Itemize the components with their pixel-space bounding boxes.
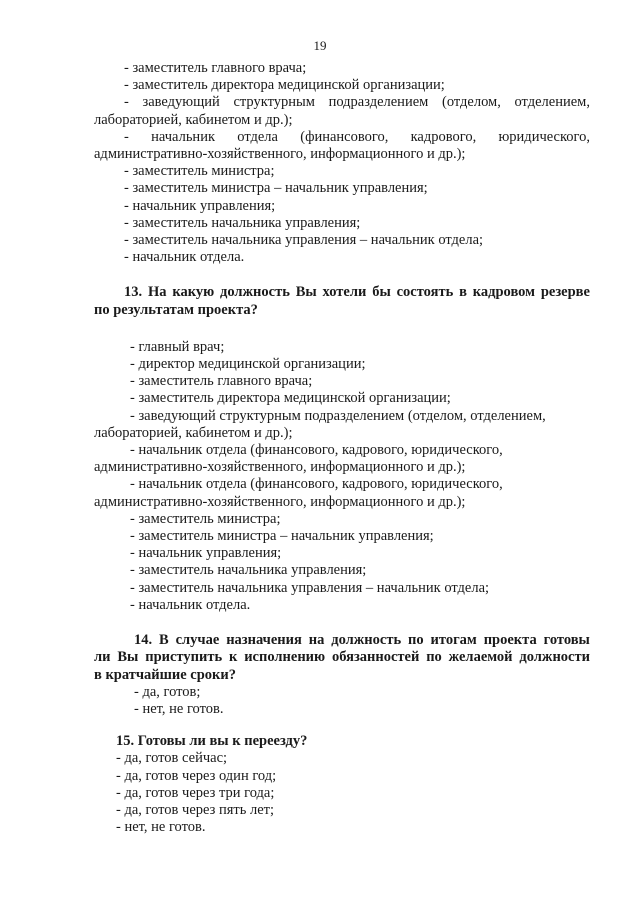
word: должность xyxy=(331,632,402,649)
word: - xyxy=(124,128,129,145)
word: отделением, xyxy=(514,94,590,111)
word: по xyxy=(408,632,424,649)
list-item: - да, готов через три года; xyxy=(116,784,275,801)
question-15 xyxy=(94,733,590,836)
list-item: - начальник управления; xyxy=(124,197,276,214)
word: ли xyxy=(94,649,111,666)
list-item: - заместитель министра – начальник управления; xyxy=(130,528,434,545)
list-item: - да, готов сейчас; xyxy=(116,750,228,767)
list-item: - заместитель директора медицинской организации; xyxy=(124,77,445,94)
list-item: - заместитель начальника управления; xyxy=(124,214,361,231)
list-item: - да, готов через один год; xyxy=(116,767,277,784)
list-item: - начальник отдела (финансового, кадрового, юридического, xyxy=(130,442,503,459)
word: готовы xyxy=(543,632,590,649)
top-list xyxy=(94,60,590,266)
word: (отделом, xyxy=(441,94,501,111)
word: желаемой xyxy=(448,649,513,666)
word: 13. xyxy=(124,284,143,301)
list-item: - заместитель начальника управления – начальник отдела; xyxy=(124,232,484,249)
page-number: 19 xyxy=(313,38,327,53)
word: В xyxy=(159,632,169,649)
word: бы xyxy=(372,284,391,301)
list-item: - директор медицинской организации; xyxy=(130,356,366,373)
word: 14. xyxy=(134,632,153,649)
list-item: - заместитель главного врача; xyxy=(130,373,313,390)
list-item: - начальник отдела. xyxy=(130,596,251,613)
list-item-continuation: административно-хозяйственного, информационного и др.); xyxy=(94,493,466,510)
list-item: - заместитель директора медицинской организации; xyxy=(130,390,451,407)
word: кадровом xyxy=(472,284,536,301)
word: начальник xyxy=(151,128,215,145)
question-14 xyxy=(94,632,590,718)
word: На xyxy=(147,284,167,301)
word: по xyxy=(426,649,442,666)
word: отдела xyxy=(237,128,278,145)
word: структурным xyxy=(233,94,315,111)
list-item: - заместитель министра; xyxy=(124,163,275,180)
question-13 xyxy=(94,284,590,614)
list-item: - нет, не готов. xyxy=(116,819,206,836)
question-14-heading xyxy=(94,632,590,649)
question-13-heading xyxy=(94,284,590,301)
word: к xyxy=(228,649,238,666)
word: кадрового, xyxy=(410,128,477,145)
word: подразделением xyxy=(328,94,429,111)
list-item: - начальник отдела. xyxy=(124,249,245,266)
word: Вы xyxy=(295,284,317,301)
list-item: - заместитель министра; xyxy=(130,510,281,527)
list-item: - заместитель начальника управления – начальник отдела; xyxy=(130,579,490,596)
word: случае xyxy=(175,632,220,649)
word: хотели xyxy=(322,284,367,301)
list-item: - нет, не готов. xyxy=(134,700,224,717)
word: должности xyxy=(519,649,590,666)
list-item: - заместитель начальника управления; xyxy=(130,562,367,579)
list-item: - да, готов через пять лет; xyxy=(116,801,275,818)
word: должность xyxy=(220,284,290,301)
word: Вы xyxy=(117,649,139,666)
word: исполнению xyxy=(244,649,326,666)
list-item: - заместитель главного врача; xyxy=(124,60,307,76)
word: приступить xyxy=(145,649,223,666)
question-13-heading-cont: по результатам проекта? xyxy=(94,301,258,318)
word: какую xyxy=(172,284,215,301)
word: обязанностей xyxy=(331,649,420,666)
list-item: - начальник отдела (финансового, кадрового, юридического, xyxy=(130,476,503,493)
list-item-continuation: лабораторией, кабинетом и др.); xyxy=(94,424,293,441)
list-item: - да, готов; xyxy=(134,683,201,700)
word: в xyxy=(459,284,467,301)
justified-line xyxy=(94,129,590,146)
question-14-heading-cont xyxy=(94,649,590,666)
word: назначения xyxy=(226,632,302,649)
list-item-continuation: лабораторией, кабинетом и др.); xyxy=(94,111,293,128)
word: состоять xyxy=(396,284,454,301)
question-14-heading-cont: в кратчайшие сроки? xyxy=(94,666,237,683)
word: итогам xyxy=(430,632,477,649)
document-body xyxy=(94,60,590,836)
word: резерве xyxy=(540,284,590,301)
list-item: - главный врач; xyxy=(130,338,225,355)
list-item-continuation: административно-хозяйственного, информационного и др.); xyxy=(94,459,466,476)
list-item: - заведующий структурным подразделением (отделом, отделением, xyxy=(130,407,546,424)
word: заведующий xyxy=(142,94,220,111)
word: юридического, xyxy=(498,128,590,145)
list-item: - заместитель министра – начальник управления; xyxy=(124,180,428,197)
word: - xyxy=(124,94,129,111)
list-item: - начальник управления; xyxy=(130,545,282,562)
list-item-continuation: административно-хозяйственного, информационного и др.); xyxy=(94,146,466,163)
question-15-heading: 15. Готовы ли вы к переезду? xyxy=(116,733,308,750)
word: на xyxy=(308,632,325,649)
word: (финансового, xyxy=(300,128,389,145)
word: проекта xyxy=(483,632,537,649)
justified-line xyxy=(94,94,590,111)
